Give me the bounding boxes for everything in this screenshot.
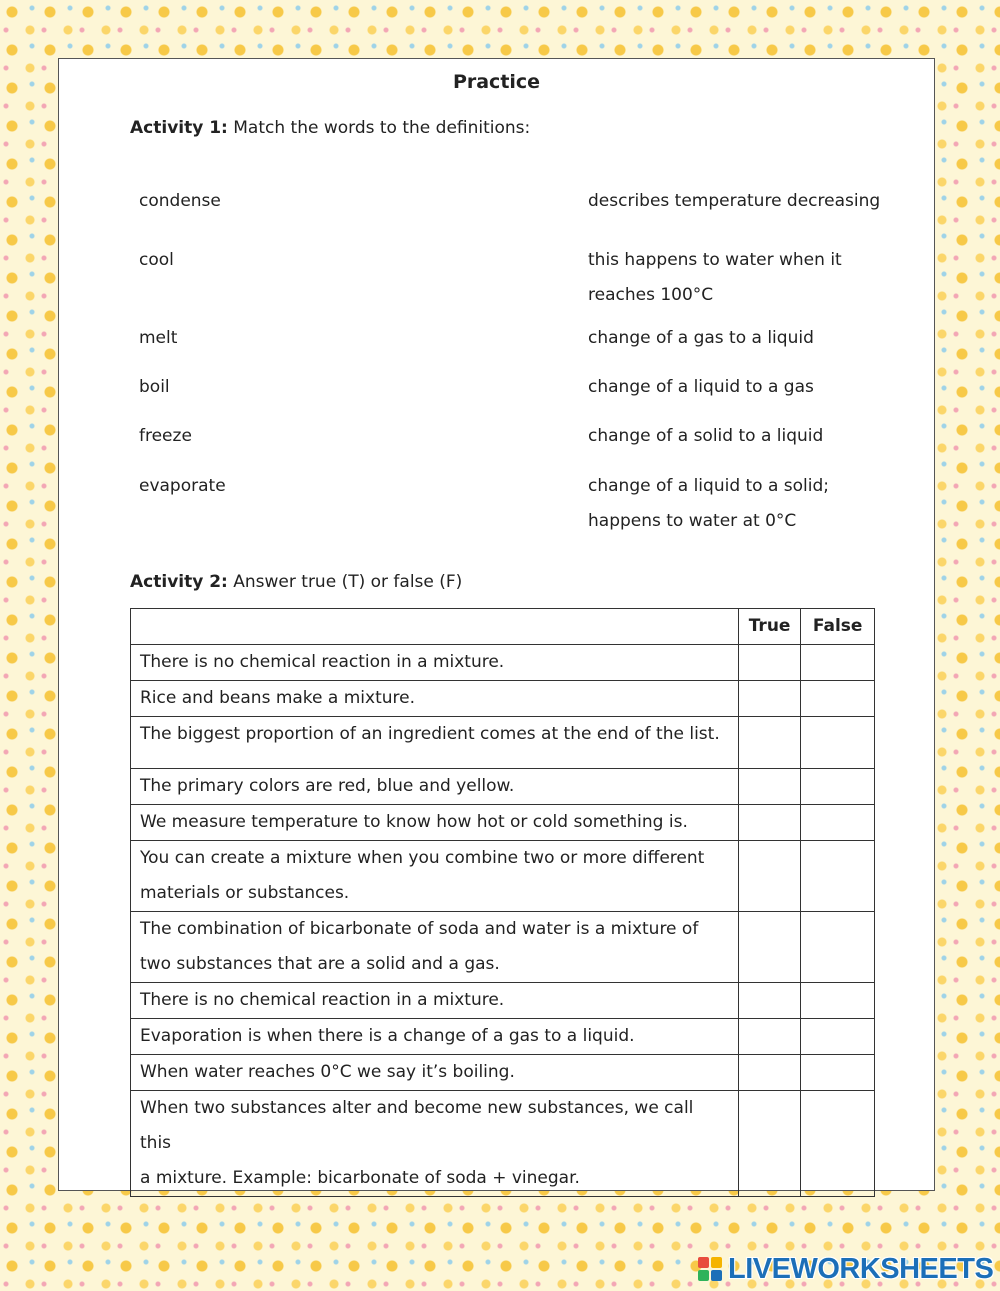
match-definition[interactable]: change of a liquid to a solid; happens to water at 0°C	[588, 476, 830, 531]
table-row	[131, 805, 875, 841]
statement-cell: There is no chemical reaction in a mixture.	[131, 645, 739, 681]
false-answer-cell[interactable]	[801, 717, 875, 769]
activity-2-instruction: Answer true (T) or false (F)	[233, 572, 463, 592]
table-row	[131, 681, 875, 717]
activity-2-label: Activity 2:	[130, 572, 228, 592]
true-answer-cell[interactable]	[738, 769, 800, 805]
table-row	[131, 645, 875, 681]
true-answer-cell[interactable]	[738, 645, 800, 681]
statement-cell: The primary colors are red, blue and yellow.	[131, 769, 739, 805]
false-answer-cell[interactable]	[801, 681, 875, 717]
true-answer-cell[interactable]	[738, 841, 800, 912]
match-word[interactable]: melt	[139, 328, 178, 348]
true-answer-cell[interactable]	[738, 1091, 800, 1197]
false-answer-cell[interactable]	[801, 841, 875, 912]
match-definition[interactable]: this happens to water when it reaches 100°C	[588, 250, 842, 305]
header-statement	[131, 609, 739, 645]
false-answer-cell[interactable]	[801, 912, 875, 983]
match-definition[interactable]: describes temperature decreasing	[588, 191, 881, 211]
false-answer-cell[interactable]	[801, 1055, 875, 1091]
false-answer-cell[interactable]	[801, 805, 875, 841]
logo-square	[698, 1270, 709, 1281]
table-row	[131, 1055, 875, 1091]
statement-cell: Rice and beans make a mixture.	[131, 681, 739, 717]
activity-1-heading	[130, 118, 530, 138]
logo-square	[711, 1270, 722, 1281]
true-answer-cell[interactable]	[738, 983, 800, 1019]
false-answer-cell[interactable]	[801, 769, 875, 805]
match-word[interactable]: boil	[139, 377, 170, 397]
logo-square	[711, 1257, 722, 1268]
match-word[interactable]: evaporate	[139, 476, 226, 496]
statement-cell: When two substances alter and become new substances, we call this a mixture. Example: bicarbonate of soda + vinegar.	[131, 1091, 739, 1197]
true-false-table	[130, 608, 875, 1197]
statement-cell: The combination of bicarbonate of soda and water is a mixture of two substances that are a solid and a gas.	[131, 912, 739, 983]
match-word[interactable]: cool	[139, 250, 174, 270]
true-answer-cell[interactable]	[738, 717, 800, 769]
logo-text: LIVEWORKSHEETS	[728, 1252, 994, 1285]
table-row	[131, 1019, 875, 1055]
true-answer-cell[interactable]	[738, 1055, 800, 1091]
logo-badge-icon	[698, 1257, 722, 1281]
statement-cell: The biggest proportion of an ingredient comes at the end of the list.	[131, 717, 739, 769]
table-row	[131, 717, 875, 769]
false-answer-cell[interactable]	[801, 1019, 875, 1055]
worksheet-page	[58, 58, 935, 1191]
statement-cell: When water reaches 0°C we say it’s boiling.	[131, 1055, 739, 1091]
statement-cell: Evaporation is when there is a change of a gas to a liquid.	[131, 1019, 739, 1055]
activity-2-heading	[130, 572, 462, 592]
logo-square	[698, 1257, 709, 1268]
match-definition[interactable]: change of a solid to a liquid	[588, 426, 824, 446]
true-answer-cell[interactable]	[738, 1019, 800, 1055]
statement-cell: You can create a mixture when you combine two or more different materials or substances.	[131, 841, 739, 912]
table-row	[131, 1091, 875, 1197]
activity-1-label: Activity 1:	[130, 118, 228, 138]
header-false: False	[801, 609, 875, 645]
true-answer-cell[interactable]	[738, 681, 800, 717]
liveworksheets-logo	[698, 1252, 993, 1286]
match-definition[interactable]: change of a gas to a liquid	[588, 328, 814, 348]
false-answer-cell[interactable]	[801, 645, 875, 681]
match-word[interactable]: freeze	[139, 426, 192, 446]
table-header-row	[131, 609, 875, 645]
table-row	[131, 841, 875, 912]
true-answer-cell[interactable]	[738, 805, 800, 841]
match-definition[interactable]: change of a liquid to a gas	[588, 377, 814, 397]
activity-1-instruction: Match the words to the definitions:	[233, 118, 531, 138]
false-answer-cell[interactable]	[801, 1091, 875, 1197]
statement-cell: There is no chemical reaction in a mixture.	[131, 983, 739, 1019]
statement-cell: We measure temperature to know how hot or cold something is.	[131, 805, 739, 841]
table-row	[131, 983, 875, 1019]
page-title: Practice	[452, 71, 541, 93]
table-row	[131, 912, 875, 983]
true-answer-cell[interactable]	[738, 912, 800, 983]
header-true: True	[738, 609, 800, 645]
false-answer-cell[interactable]	[801, 983, 875, 1019]
table-row	[131, 769, 875, 805]
match-word[interactable]: condense	[139, 191, 221, 211]
